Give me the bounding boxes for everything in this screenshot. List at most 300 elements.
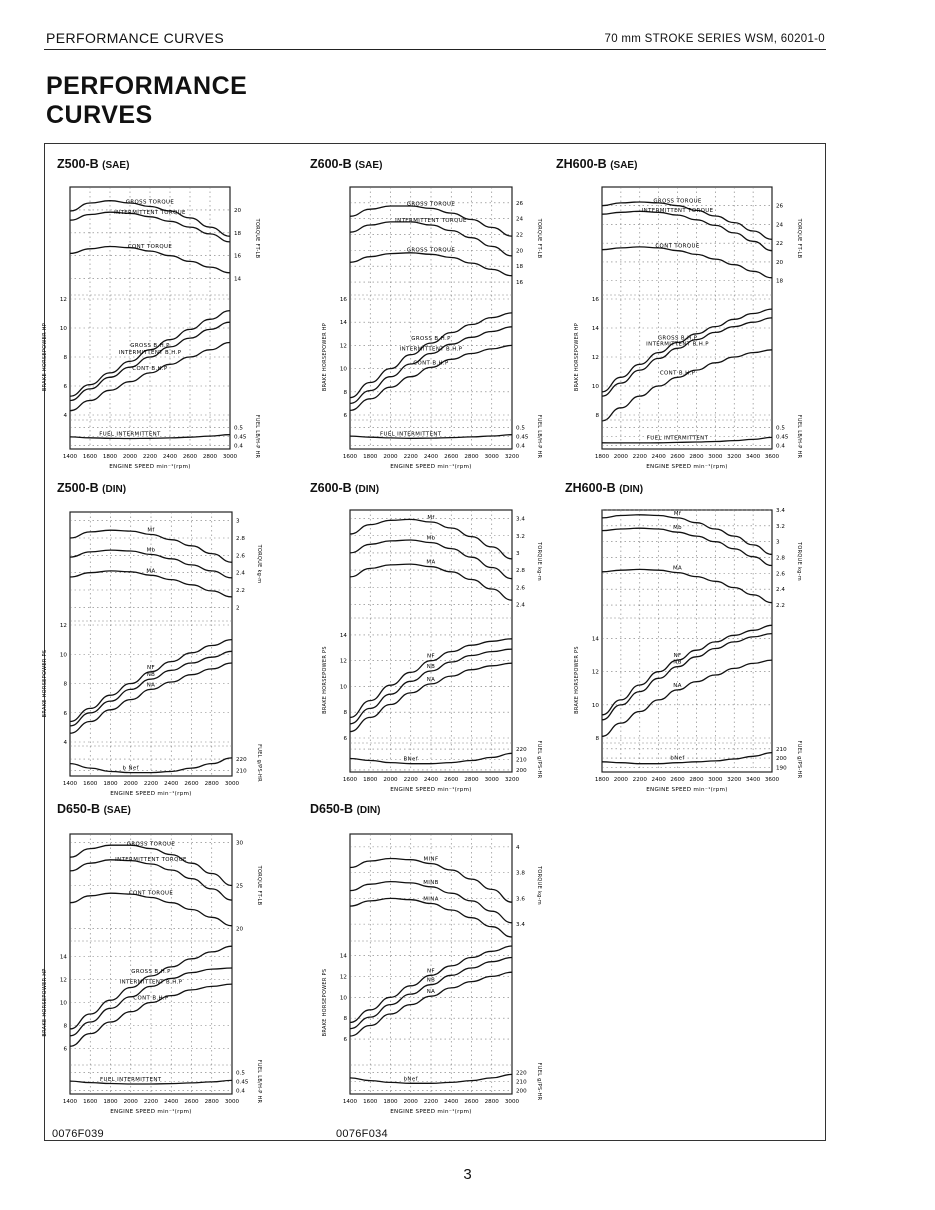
- y-axis-label: BRAKE HORSEPOWER HP: [322, 322, 328, 392]
- y-tick-label: 4: [63, 413, 67, 419]
- series-label: CONT TORQUE: [127, 244, 173, 251]
- series-label: Mf: [673, 510, 682, 517]
- y-tick-label: 12: [59, 623, 67, 629]
- series-label: CONT TORQUE: [128, 890, 174, 897]
- series-label: INTERMITTENT TORQUE: [115, 857, 187, 864]
- series-label: GROSS B.H.P: [131, 969, 171, 976]
- y-tick-label: 8: [343, 1016, 347, 1023]
- y-axis-label: TORQUE FT-LB: [256, 865, 262, 906]
- y-tick-label: 200: [516, 767, 527, 774]
- header-right: 70 mm STROKE SERIES WSM, 60201-0: [604, 33, 825, 45]
- y-tick-label: 8: [343, 710, 347, 717]
- y-axis-label: FUEL LB/H-P HR: [254, 414, 260, 459]
- y-tick-label: 220: [236, 757, 247, 764]
- series-label: FUEL INTERMITTENT: [100, 1077, 162, 1083]
- y-tick-label: 6: [63, 1046, 67, 1053]
- y-tick-label: 20: [234, 207, 242, 214]
- y-axis-label: TORQUE FT-LB: [254, 218, 260, 259]
- x-tick-label: 3000: [224, 781, 240, 787]
- series-label: Mf: [147, 527, 155, 534]
- y-tick-label: 3: [776, 539, 780, 546]
- x-tick-label: 2400: [164, 781, 179, 787]
- y-tick-label: 12: [339, 974, 347, 981]
- y-tick-label: 6: [343, 1037, 347, 1044]
- series-label: CONT TORQUE: [655, 243, 700, 250]
- y-tick-label: 25: [236, 883, 244, 890]
- series-line: [602, 528, 772, 565]
- y-tick-label: 0.5: [236, 1070, 245, 1077]
- y-tick-label: 210: [516, 1079, 527, 1086]
- y-tick-label: 8: [595, 413, 599, 419]
- x-tick-label: 2600: [444, 777, 459, 783]
- y-axis-label: TORQUE FT-LB: [796, 218, 802, 259]
- y-tick-label: 8: [595, 736, 599, 742]
- y-tick-label: 14: [339, 953, 347, 960]
- x-tick-label: 2000: [613, 454, 629, 460]
- y-tick-label: 20: [516, 248, 524, 255]
- x-axis-label: ENGINE SPEED min⁻¹(rpm): [110, 791, 192, 797]
- series-label: INTERMITTENT B.H.P: [646, 341, 709, 348]
- series-label: INTERMITTENT TORQUE: [395, 218, 467, 225]
- chart-z600-din: [316, 506, 548, 796]
- y-tick-label: 2.8: [776, 555, 785, 562]
- series-label: NA: [426, 676, 436, 683]
- x-tick-label: 2400: [651, 454, 666, 460]
- y-tick-label: 0.4: [234, 443, 243, 450]
- series-label: INTERMITTENT B.H.P: [119, 979, 183, 986]
- chart-title-z600-sae: Z600-B (SAE): [310, 157, 383, 171]
- chart-title-d650-din: D650-B (DIN): [310, 802, 381, 816]
- header-rule: [44, 49, 826, 50]
- series-label: MINF: [423, 856, 439, 863]
- y-axis-label: FUEL g/PS-HR: [256, 744, 262, 782]
- x-tick-label: 2200: [632, 777, 647, 783]
- y-axis-label: BRAKE HORSEPOWER PS: [574, 646, 580, 714]
- series-label: NB: [426, 977, 436, 984]
- y-axis-label: BRAKE HORSEPOWER HP: [42, 322, 48, 392]
- x-tick-label: 3400: [745, 777, 761, 783]
- chart-zh600-sae: [568, 183, 808, 473]
- series-label: NF: [427, 653, 435, 660]
- y-tick-label: 0.45: [776, 434, 789, 441]
- x-tick-label: 2800: [464, 454, 479, 460]
- y-tick-label: 3: [236, 518, 240, 525]
- y-tick-label: 2.6: [776, 571, 785, 578]
- series-line: [602, 247, 772, 278]
- y-tick-label: 24: [516, 216, 524, 223]
- y-tick-label: 22: [516, 232, 524, 239]
- page-number: 3: [463, 1166, 472, 1183]
- figure-code-left: 0076F039: [52, 1128, 104, 1140]
- series-label: CONT B.H.P: [133, 995, 169, 1002]
- series-line: [602, 350, 772, 421]
- y-tick-label: 4: [63, 740, 67, 746]
- y-tick-label: 12: [59, 297, 67, 303]
- plot-frame: [602, 187, 772, 449]
- x-tick-label: 2200: [403, 454, 418, 460]
- series-label: NA: [426, 989, 436, 996]
- x-tick-label: 2000: [383, 454, 398, 460]
- series-label: FUEL INTERMITTENT: [646, 435, 709, 442]
- series-label: FUEL INTERMITTENT: [99, 431, 161, 438]
- x-tick-label: 2600: [182, 454, 198, 460]
- series-label: CONT B.H.P: [659, 370, 696, 377]
- y-axis-label: BRAKE HORSEPOWER PS: [322, 646, 328, 714]
- y-tick-label: 18: [516, 264, 524, 271]
- x-tick-label: 2000: [123, 1099, 138, 1105]
- y-tick-label: 4: [516, 844, 520, 851]
- x-tick-label: 3000: [222, 454, 238, 460]
- series-label: CONT B.H.P: [413, 360, 449, 367]
- x-tick-label: 3000: [484, 454, 499, 460]
- series-label: NA: [673, 682, 682, 689]
- series-label: GROSS B.H.P: [130, 342, 170, 349]
- y-tick-label: 220: [516, 1070, 527, 1077]
- x-tick-label: 1600: [83, 1099, 98, 1105]
- y-tick-label: 10: [591, 702, 599, 709]
- y-tick-label: 3.4: [776, 508, 785, 514]
- series-label: GROSS B.H.P: [657, 335, 698, 342]
- x-tick-label: 2800: [689, 454, 704, 460]
- series-label: GROSS TORQUE: [126, 841, 176, 848]
- y-tick-label: 3: [516, 550, 520, 557]
- x-tick-label: 2200: [403, 777, 418, 783]
- x-tick-label: 3200: [727, 454, 742, 460]
- x-tick-label: 2000: [123, 781, 138, 787]
- y-tick-label: 3.8: [516, 870, 525, 877]
- x-tick-label: 1600: [82, 454, 98, 460]
- y-axis-label: TORQUE kg-m: [536, 866, 542, 905]
- x-tick-label: 2400: [164, 1099, 179, 1105]
- x-tick-label: 2800: [689, 777, 704, 783]
- x-tick-label: 2200: [143, 1099, 159, 1105]
- chart-z500-din: [36, 508, 268, 800]
- y-tick-label: 2: [236, 605, 240, 612]
- y-tick-label: 0.4: [516, 443, 525, 450]
- x-tick-label: 2400: [423, 454, 439, 460]
- series-label: INTERMITTENT TORQUE: [114, 209, 186, 216]
- chart-title-zh600-din: ZH600-B (DIN): [565, 481, 644, 495]
- series-label: Mb: [673, 525, 682, 532]
- series-label: bNef: [403, 1076, 418, 1083]
- x-tick-label: 3000: [224, 1099, 240, 1105]
- x-tick-label: 2000: [613, 777, 629, 783]
- y-tick-label: 6: [63, 384, 67, 390]
- y-tick-label: 10: [339, 366, 347, 373]
- y-tick-label: 200: [776, 756, 787, 763]
- y-axis-label: BRAKE HORSEPOWER HP: [574, 322, 580, 392]
- y-tick-label: 10: [59, 1000, 67, 1007]
- x-tick-label: 1800: [363, 777, 378, 783]
- x-tick-label: 2400: [651, 777, 666, 783]
- y-tick-label: 210: [236, 768, 247, 775]
- y-tick-label: 8: [63, 681, 67, 688]
- series-label: NB: [673, 659, 682, 666]
- y-axis-label: FUEL g/PS-HR: [536, 740, 542, 779]
- y-axis-label: FUEL g/PS-HR: [536, 1062, 542, 1101]
- y-tick-label: 0.45: [234, 434, 247, 441]
- y-tick-label: 20: [236, 926, 244, 933]
- y-axis-label: BRAKE HORSEPOWER HP: [42, 968, 48, 1037]
- y-tick-label: 30: [236, 840, 244, 847]
- x-tick-label: 2000: [403, 1099, 418, 1105]
- y-tick-label: 0.5: [234, 425, 243, 432]
- y-tick-label: 2.2: [236, 588, 245, 594]
- x-tick-label: 2800: [204, 781, 219, 787]
- x-tick-label: 1600: [83, 781, 98, 787]
- y-axis-label: TORQUE kg-m: [536, 542, 542, 581]
- x-tick-label: 1800: [383, 1099, 398, 1105]
- y-tick-label: 0.45: [516, 434, 529, 441]
- y-tick-label: 10: [591, 384, 599, 390]
- chart-title-z600-din: Z600-B (DIN): [310, 481, 380, 495]
- y-tick-label: 8: [63, 355, 67, 361]
- x-tick-label: 3600: [764, 777, 780, 783]
- series-label: CONT B.H.P: [132, 365, 168, 372]
- page-title: [46, 72, 247, 130]
- x-tick-label: 3000: [484, 777, 499, 783]
- chart-title-d650-sae: D650-B (SAE): [57, 802, 131, 816]
- series-label: GROSS TORQUE: [125, 199, 175, 206]
- x-tick-label: 3200: [504, 777, 520, 783]
- y-tick-label: 2.8: [236, 536, 245, 542]
- series-label: bNef: [670, 755, 685, 762]
- x-tick-label: 1600: [363, 1099, 378, 1105]
- y-tick-label: 12: [591, 355, 599, 361]
- chart-title-z500-din: Z500-B (DIN): [57, 481, 127, 495]
- series-label: GROSS B.H.P: [411, 336, 451, 343]
- x-tick-label: 2800: [204, 1099, 219, 1105]
- y-axis-label: BRAKE HORSEPOWER PS: [42, 649, 48, 718]
- y-tick-label: 3.2: [516, 533, 525, 540]
- chart-d650-din: [316, 830, 548, 1118]
- y-tick-label: 26: [776, 203, 784, 210]
- x-tick-label: 3600: [764, 454, 780, 460]
- y-tick-label: 6: [343, 736, 347, 742]
- x-tick-label: 1600: [342, 777, 358, 783]
- series-label: GROSS TORQUE: [406, 247, 456, 254]
- y-tick-label: 12: [591, 669, 599, 676]
- x-tick-label: 2600: [670, 777, 685, 783]
- y-tick-label: 0.5: [516, 425, 525, 432]
- y-tick-label: 14: [591, 636, 599, 643]
- chart-zh600-din: [568, 506, 808, 796]
- y-tick-label: 10: [339, 684, 347, 691]
- y-tick-label: 12: [339, 658, 347, 665]
- y-tick-label: 6: [343, 413, 347, 419]
- series-line: [602, 569, 772, 602]
- page-title-line-2: CURVES: [46, 101, 153, 129]
- x-tick-label: 2000: [122, 454, 138, 460]
- series-label: NF: [147, 664, 155, 671]
- chart-title-z500-sae: Z500-B (SAE): [57, 157, 130, 171]
- y-tick-label: 2.4: [516, 602, 525, 609]
- x-tick-label: 3000: [504, 1099, 520, 1105]
- y-tick-label: 16: [339, 297, 347, 303]
- series-label: GROSS TORQUE: [406, 201, 456, 208]
- x-tick-label: 2400: [444, 1099, 459, 1105]
- series-label: b Nef: [122, 765, 139, 772]
- series-label: NB: [146, 672, 156, 679]
- y-tick-label: 3.2: [776, 523, 785, 530]
- y-tick-label: 200: [516, 1088, 527, 1095]
- series-label: NF: [427, 968, 435, 975]
- x-tick-label: 2000: [383, 777, 398, 783]
- y-tick-label: 24: [776, 222, 784, 229]
- series-line: [350, 898, 512, 937]
- y-tick-label: 16: [591, 297, 599, 303]
- y-axis-label: BRAKE HORSEPOWER PS: [322, 968, 328, 1037]
- y-tick-label: 3.6: [516, 896, 525, 903]
- x-axis-label: ENGINE SPEED min⁻¹(rpm): [390, 787, 472, 793]
- x-tick-label: 1400: [62, 1099, 78, 1105]
- y-tick-label: 2.8: [516, 568, 525, 575]
- x-tick-label: 1400: [342, 1099, 358, 1105]
- y-tick-label: 20: [776, 259, 784, 266]
- x-tick-label: 2200: [423, 1099, 439, 1105]
- series-label: INTERMITTENT B.H.P: [399, 346, 463, 353]
- y-tick-label: 2.6: [516, 585, 525, 592]
- x-tick-label: 2200: [632, 454, 647, 460]
- series-label: NF: [673, 653, 682, 660]
- x-tick-label: 2200: [143, 781, 159, 787]
- y-tick-label: 14: [59, 954, 67, 961]
- x-tick-label: 2800: [464, 777, 479, 783]
- x-tick-label: 2800: [484, 1099, 499, 1105]
- y-tick-label: 16: [516, 280, 524, 287]
- y-tick-label: 14: [591, 326, 599, 332]
- x-axis-label: ENGINE SPEED min⁻¹(rpm): [110, 1109, 192, 1115]
- x-tick-label: 2600: [184, 1099, 199, 1105]
- series-label: NB: [426, 663, 436, 670]
- chart-z500-sae: [36, 183, 266, 473]
- y-tick-label: 8: [63, 1023, 67, 1030]
- x-tick-label: 1800: [102, 454, 118, 460]
- x-axis-label: ENGINE SPEED min⁻¹(rpm): [109, 464, 191, 470]
- figure-code-right: 0076F034: [336, 1128, 388, 1140]
- x-tick-label: 2600: [184, 781, 199, 787]
- x-axis-label: ENGINE SPEED min⁻¹(rpm): [646, 787, 728, 793]
- series-label: Mf: [427, 515, 435, 522]
- x-tick-label: 3000: [708, 777, 723, 783]
- series-label: NA: [146, 682, 156, 689]
- series-label: FUEL INTERMITTENT: [380, 431, 442, 438]
- y-tick-label: 12: [339, 343, 347, 350]
- y-axis-label: FUEL g/PS-HR: [796, 740, 802, 779]
- y-tick-label: 16: [234, 253, 242, 260]
- y-tick-label: 14: [234, 276, 242, 283]
- y-tick-label: 3.4: [516, 922, 525, 929]
- y-tick-label: 8: [343, 389, 347, 396]
- y-tick-label: 6: [63, 710, 67, 717]
- plot-frame: [602, 510, 772, 772]
- x-tick-label: 2800: [202, 454, 218, 460]
- x-tick-label: 1800: [594, 777, 610, 783]
- y-tick-label: 0.4: [776, 443, 785, 450]
- series-label: BNef: [403, 756, 419, 763]
- series-label: INTERMITTENT TORQUE: [641, 208, 714, 215]
- x-tick-label: 1800: [363, 454, 378, 460]
- x-tick-label: 3200: [727, 777, 742, 783]
- y-tick-label: 18: [234, 230, 242, 237]
- y-tick-label: 210: [516, 757, 527, 764]
- y-axis-label: FUEL LB/H-P HR: [796, 414, 802, 459]
- y-tick-label: 210: [776, 746, 787, 753]
- series-line: [350, 345, 512, 410]
- y-tick-label: 10: [59, 652, 67, 659]
- series-label: GROSS TORQUE: [653, 198, 702, 205]
- x-tick-label: 3400: [745, 454, 761, 460]
- y-tick-label: 2.2: [776, 603, 785, 610]
- series-line: [70, 322, 230, 400]
- series-label: MA: [672, 565, 683, 572]
- chart-d650-sae: [36, 830, 268, 1118]
- x-tick-label: 1400: [62, 454, 78, 460]
- y-tick-label: 12: [59, 977, 67, 984]
- x-tick-label: 2200: [142, 454, 158, 460]
- y-tick-label: 10: [339, 995, 347, 1002]
- x-tick-label: 1800: [103, 1099, 118, 1105]
- series-line: [70, 201, 230, 237]
- y-tick-label: 2.4: [776, 587, 785, 594]
- y-tick-label: 0.45: [236, 1079, 249, 1086]
- x-axis-label: ENGINE SPEED min⁻¹(rpm): [390, 464, 472, 470]
- x-tick-label: 3000: [708, 454, 723, 460]
- series-label: INTERMITTENT B.H.P: [118, 350, 182, 356]
- x-tick-label: 2600: [444, 454, 459, 460]
- y-tick-label: 2.6: [236, 553, 245, 560]
- series-line: [350, 313, 512, 398]
- page-title-line-1: PERFORMANCE: [46, 72, 248, 100]
- series-label: Mb: [426, 535, 436, 542]
- y-tick-label: 18: [776, 278, 784, 285]
- y-tick-label: 2.4: [236, 570, 245, 577]
- x-tick-label: 1400: [62, 781, 78, 787]
- y-tick-label: 10: [59, 326, 67, 332]
- x-tick-label: 2600: [670, 454, 685, 460]
- y-axis-label: FUEL LB/H-P HR: [536, 414, 542, 459]
- x-tick-label: 2600: [464, 1099, 479, 1105]
- x-tick-label: 3200: [504, 454, 520, 460]
- x-axis-label: ENGINE SPEED min⁻¹(rpm): [646, 464, 728, 470]
- chart-title-zh600-sae: ZH600-B (SAE): [556, 157, 638, 171]
- chart-z600-sae: [316, 183, 548, 473]
- series-label: MA: [146, 568, 156, 575]
- y-tick-label: 190: [776, 765, 787, 772]
- x-axis-label: ENGINE SPEED min⁻¹(rpm): [390, 1109, 472, 1115]
- y-tick-label: 3.4: [516, 516, 525, 523]
- y-tick-label: 0.4: [236, 1088, 245, 1095]
- series-label: MINB: [423, 879, 439, 886]
- series-label: Mb: [146, 547, 156, 554]
- y-tick-label: 220: [516, 747, 527, 754]
- x-tick-label: 1800: [594, 454, 610, 460]
- x-tick-label: 2400: [423, 777, 439, 783]
- y-axis-label: TORQUE FT-LB: [536, 218, 542, 259]
- y-tick-label: 0.5: [776, 425, 785, 432]
- series-label: MA: [426, 559, 436, 566]
- series-label: MINA: [423, 896, 439, 903]
- header-left: PERFORMANCE CURVES: [46, 30, 225, 46]
- y-tick-label: 14: [339, 632, 347, 639]
- y-tick-label: 26: [516, 200, 524, 207]
- x-tick-label: 1800: [103, 781, 118, 787]
- x-tick-label: 2400: [162, 454, 178, 460]
- x-tick-label: 1600: [342, 454, 358, 460]
- y-axis-label: TORQUE kg-m: [256, 544, 262, 584]
- y-axis-label: FUEL LB/H-P HR: [256, 1059, 262, 1104]
- y-tick-label: 14: [339, 320, 347, 327]
